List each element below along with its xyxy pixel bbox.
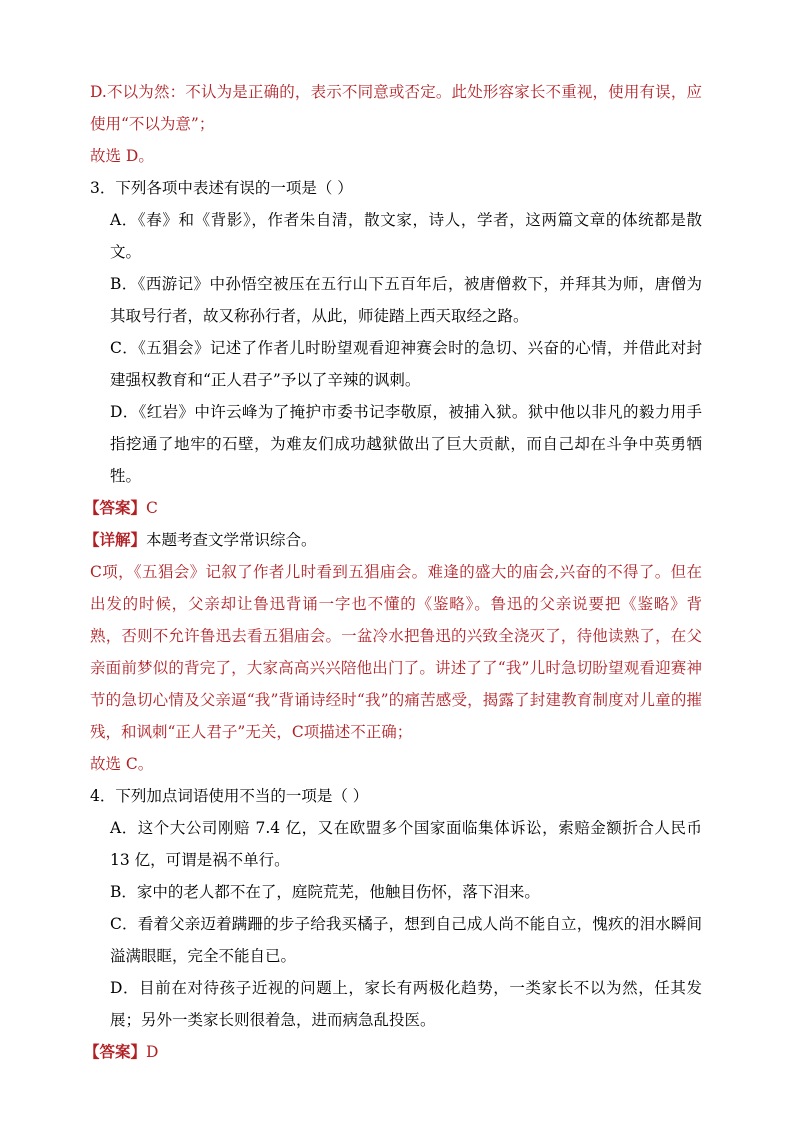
answer-value: D [146,1043,159,1061]
question-3-option-b: B．《西游记》中孙悟空被压在五行山下五百年后，被唐僧救下，并拜其为师，唐僧为其取号行者，故又称孙行者，从此，师徒踏上西天取经之路。 [110,275,702,325]
question-3-detail-heading [84,524,702,556]
question-4-option-a: A．这个大公司刚赔 7.4 亿，又在欧盟多个国家面临集体诉讼，索赔金额折合人民币 13 亿，可谓是祸不单行。 [110,819,702,869]
answer-tag: 【答案】 [84,498,147,517]
option-d-explanation: D.不以为然：不认为是正确的，表示不同意或否定。此处形容家长不重视，使用有误，应使用“不以为意”； [90,83,702,133]
conclusion-c: 故选 C。 [90,755,154,773]
question-4-option-c: C．看着父亲迈着蹒跚的步子给我买橘子，想到自己成人尚不能自立，愧疚的泪水瞬间溢满眼眶，完全不能自已。 [110,915,702,965]
question-3-detail-body: C项，《五猖会》记叙了作者儿时看到五猖庙会。难逢的盛大的庙会,兴奋的不得了。但在出发的时候，父亲却让鲁迅背诵一字也不懂的《鉴略》。鲁迅的父亲说要把《鉴略》背熟，否则不允许鲁迅去看五猖庙会。一盆冷水把鲁迅的兴致全浇灭了，待他读熟了，在父亲面前梦似的背完了，大家高高兴兴陪他出门了。讲述了了“我”儿时急切盼望观看迎赛神节的急切心情及父亲逼“我”背诵诗经时“我”的痛苦感受，揭露了封建教育制度对儿童的摧残，和讽刺“正人君子”无关，C项描述不正确； [90,563,702,741]
question-4-option-d: D．目前在对待孩子近视的问题上，家长有两极化趋势，一类家长不以为然，任其发展；另外一类家长则很着急，进而病急乱投医。 [110,979,702,1029]
conclusion-d: 故选 D。 [90,147,154,165]
question-3-answer [84,492,702,524]
document-page [84,76,702,1068]
question-4-option-b: B．家中的老人都不在了，庭院荒芜，他触目伤怀，落下泪来。 [110,883,540,901]
question-4-stem: 4．下列加点词语使用不当的一项是（ ） [90,787,369,805]
question-4-answer [84,1036,702,1068]
question-3-option-c: C．《五猖会》记述了作者儿时盼望观看迎神赛会时的急切、兴奋的心情，并借此对封建强权教育和“正人君子”予以了辛辣的讽刺。 [110,339,702,389]
question-3-option-d: D．《红岩》中许云峰为了掩护市委书记李敬原，被捕入狱。狱中他以非凡的毅力用手指挖通了地牢的石壁，为难友们成功越狱做出了巨大贡献，而自己却在斗争中英勇牺牲。 [110,403,702,485]
answer-tag: 【答案】 [84,1042,147,1061]
detail-intro: 本题考查文学常识综合。 [146,531,317,549]
question-3-stem: 3．下列各项中表述有误的一项是（ ） [90,179,353,197]
detail-tag: 【详解】 [84,530,147,549]
answer-value: C [146,499,158,517]
question-3-option-a: A．《春》和《背影》，作者朱自清，散文家，诗人，学者，这两篇文章的体统都是散文。 [110,211,702,261]
